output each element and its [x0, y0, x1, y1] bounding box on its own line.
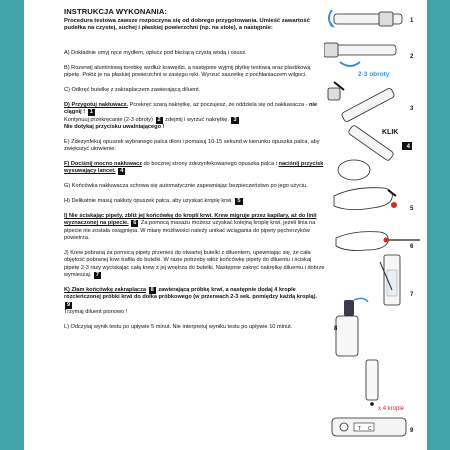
step-c: C) Odkręć butelkę z zakraplaczem zawierającą diluent. — [64, 87, 201, 93]
page-title: INSTRUKCJA WYKONANIA: — [64, 7, 168, 16]
drops-cassette-illustration — [332, 360, 414, 436]
finger-massage-illustration — [334, 188, 414, 212]
cap-removal-illustration — [328, 82, 414, 123]
instruction-steps — [64, 50, 326, 339]
illustration-column — [324, 0, 427, 450]
step-d-warning: Nie dotykaj przycisku uwalniającego ! — [64, 124, 165, 131]
drops-label: x 4 krople — [378, 406, 405, 412]
step-h: H) Delikatnie masuj nakłuty opuszek palca, aby uzyskać kroplę krwi. 5 — [64, 198, 241, 205]
svg-text:3: 3 — [410, 106, 414, 112]
instruction-page — [24, 0, 427, 450]
step-badge-8: 8 — [150, 286, 154, 293]
step-badge-5: 5 — [237, 198, 241, 205]
step-j: J) Krew pobraną za pomocą pipety przenieś do otwartej butelki z diluentem, upewniając się, że cała objętość pobranej krwi trafiła do butelki. W razie potrzeby włóż końcówkę pipety do diluentu i ściskaj pipetę 2-3 razy wyciskając całą krew z jej wnętrza do butelki. Następnie zakręć nakrętkę diluentu i dobrze wymieszaj. 7 — [64, 249, 325, 279]
svg-text:7: 7 — [410, 292, 414, 298]
step-e: E) Zdezynfekuj opuszek wybranego palca dłoni i pomasuj 10-15 sekund w kierunku opuszka palca, aby zwiększyć ukrwienie. — [64, 138, 320, 153]
step-badge-7: 7 — [95, 272, 100, 279]
svg-text:T: T — [358, 426, 362, 432]
svg-text:4: 4 — [406, 144, 410, 150]
svg-text:6: 6 — [410, 244, 414, 250]
svg-text:C: C — [368, 426, 372, 432]
step-badge-2: 2 — [157, 116, 161, 123]
rotation-label: 2-3 obroty — [358, 71, 390, 78]
step-g: G) Końcówka nakłuwacza schowa się automatycznie zapewniając bezpieczeństwo po jego użyciu. — [64, 183, 308, 190]
step-badge-9: 9 — [67, 301, 71, 308]
lancet-click-illustration — [338, 125, 412, 180]
lancet-twist-illustration — [329, 10, 414, 28]
step-i: I) Nie ściskając pipety, zbliż jej końcówkę do kropli krwi. Krew migruje przez kapilary, aż do linii wyznaczonej na pipecie. 6 Za pomocą masażu możesz uzyskać kolejną kroplę krwi, jeżeli linia na pipecie nie została osiągnięta. W miarę możliwości należy unikać wciągania do pipety pęcherzyków powietrza. — [64, 212, 317, 242]
lancet-rotate-illustration — [324, 43, 414, 78]
break-tip-illustration — [334, 298, 368, 356]
pipette-blood-illustration — [336, 232, 420, 251]
step-l: L) Odczytaj wynik testu po upływie 5 minut. Nie interpretuj wyniku testu po upływie 10 minut. — [64, 323, 293, 330]
badge-label-1: 1 — [410, 18, 414, 24]
svg-text:9: 9 — [410, 428, 414, 434]
svg-text:8: 8 — [334, 326, 338, 332]
svg-text:5: 5 — [410, 206, 414, 212]
step-badge-6: 6 — [133, 220, 137, 227]
step-b: B) Rozerwij aluminiową torebkę wzdłuż krawędzi, a następnie wyjmij płytkę testową oraz plastikową pipetę. Połóż je na płaskiej powierzchni w zasięgu ręki. Wyrzuć saszetkę z pochłaniaczem wilgoci. — [64, 64, 311, 79]
diluent-bottle-illustration — [380, 255, 414, 305]
step-d: D) Przygotuj nakłuwacz. Przekręć szarą nakrętkę, aż poczujesz, że oddziela się od nakłuwacza - nie ciągnij ! 1 Kontynuuj przekręcanie (2-3 obroty) 2 zdejmij i wyrzuć nakrętkę. 3 Nie dotykaj przycisku uwalniającego ! — [64, 102, 326, 132]
step-d-heading: D) Przygotuj nakłuwacz. — [64, 101, 129, 108]
step-k: K) Złam końcówkę zakraplacza 8 zawierającą próbkę krwi, a następnie dodaj 4 krople rozcieńczonej próbki krwi do dołka próbkowego (w przerwach 2-3 sek. pomiędzy każdą kroplą). 9 Trzymaj diluent pionowo ! — [64, 286, 318, 316]
step-badge-3: 3 — [233, 116, 237, 123]
click-label: KLIK — [382, 129, 399, 136]
step-f: F) Dociśnij mocno nakłuwacz do bocznej strony zdezynfekowanego opuszka palca i naciśnij przycisk wysuwający lancet. 4 — [64, 161, 324, 175]
svg-text:2: 2 — [410, 54, 414, 60]
step-badge-4: 4 — [120, 168, 124, 175]
intro-text: Procedura testowa zawsze rozpoczyna się od dobrego przygotowania. Umieść zawartość pudełka na czystej, suchej i płaskiej powierzchni (np. na stole), a następnie: — [64, 18, 310, 32]
step-a: A) Dokładnie umyj ręce mydłem, opłucz pod bieżącą czystą wodą i osusz. — [64, 50, 247, 56]
step-badge-1: 1 — [89, 109, 93, 116]
